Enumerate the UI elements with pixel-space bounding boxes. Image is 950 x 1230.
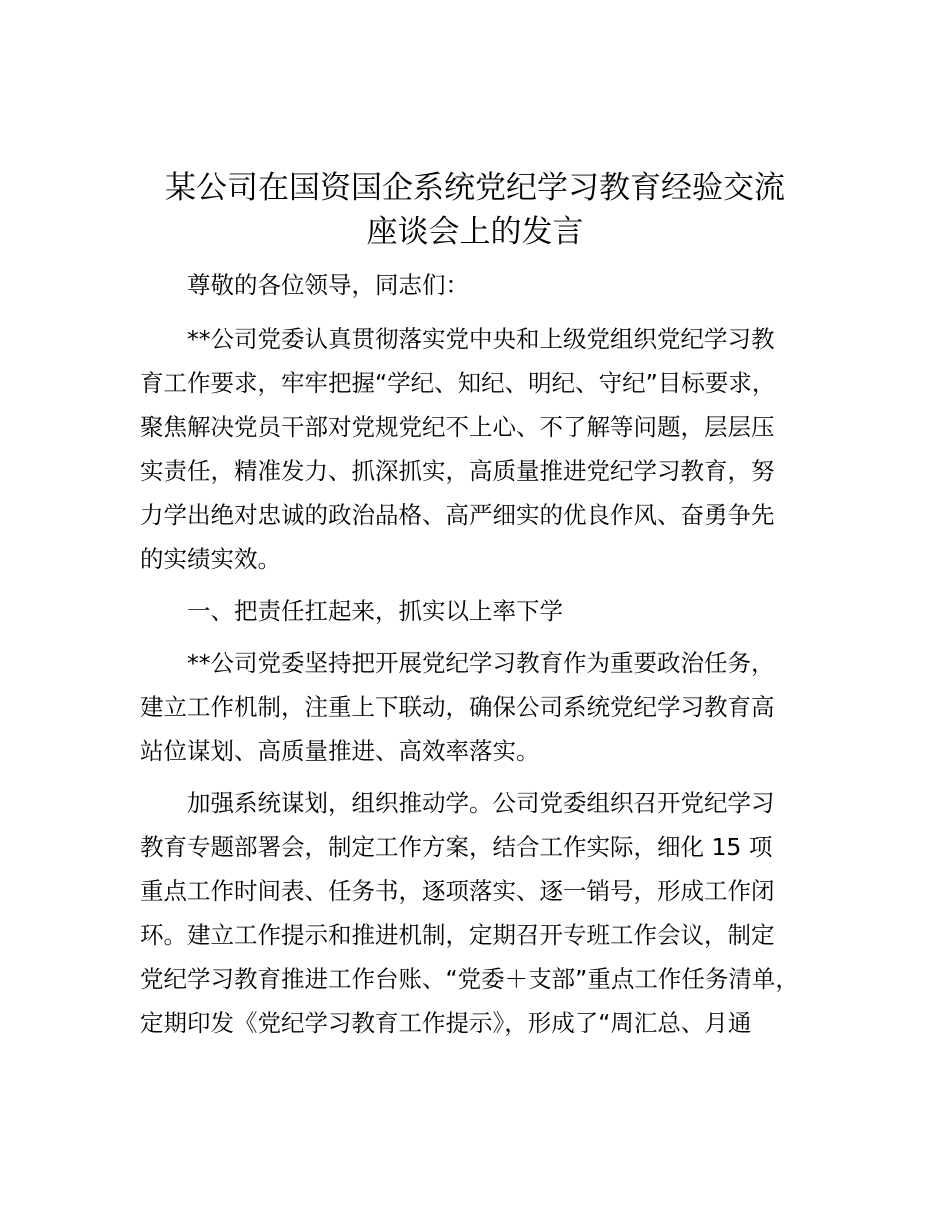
paragraph-line: 育工作要求，牢牢把握“学纪、知纪、明纪、守纪”目标要求，	[140, 369, 776, 397]
paragraph-line: 加强系统谋划，组织推动学。公司党委组织召开党纪学习	[187, 789, 775, 817]
section-heading: 一、把责任扛起来，抓实以上率下学	[187, 597, 563, 625]
paragraph-line: 建立工作机制，注重上下联动，确保公司系统党纪学习教育高	[140, 693, 775, 721]
paragraph-line: 环。建立工作提示和推进机制，定期召开专班工作会议，制定	[140, 921, 775, 949]
document-title-line-2: 座谈会上的发言	[366, 214, 584, 250]
paragraph-line: 重点工作时间表、任务书，逐项落实、逐一销号，形成工作闭	[140, 877, 775, 905]
paragraph-line: 实责任，精准发力、抓深抓实，高质量推进党纪学习教育，努	[140, 457, 775, 485]
greeting: 尊敬的各位领导，同志们：	[187, 271, 469, 299]
paragraph-line: 教育专题部署会，制定工作方案，结合工作实际，细化 15 项	[140, 833, 773, 861]
document-title-line-1: 某公司在国资国企系统党纪学习教育经验交流	[165, 170, 785, 206]
paragraph-line: 的实绩实效。	[140, 545, 281, 573]
paragraph-line: 站位谋划、高质量推进、高效率落实。	[140, 737, 540, 765]
paragraph-line: 定期印发《党纪学习教育工作提示》，形成了“周汇总、月通	[140, 1009, 752, 1037]
paragraph-line: 力学出绝对忠诚的政治品格、高严细实的优良作风、奋勇争先	[140, 501, 775, 529]
paragraph-line: 聚焦解决党员干部对党规党纪不上心、不了解等问题，层层压	[140, 413, 775, 441]
paragraph-line: 党纪学习教育推进工作台账、“党委＋支部”重点工作任务清单，	[140, 965, 799, 993]
paragraph-line: **公司党委认真贯彻落实党中央和上级党组织党纪学习教	[187, 325, 775, 353]
paragraph-line: **公司党委坚持把开展党纪学习教育作为重要政治任务，	[187, 649, 775, 677]
